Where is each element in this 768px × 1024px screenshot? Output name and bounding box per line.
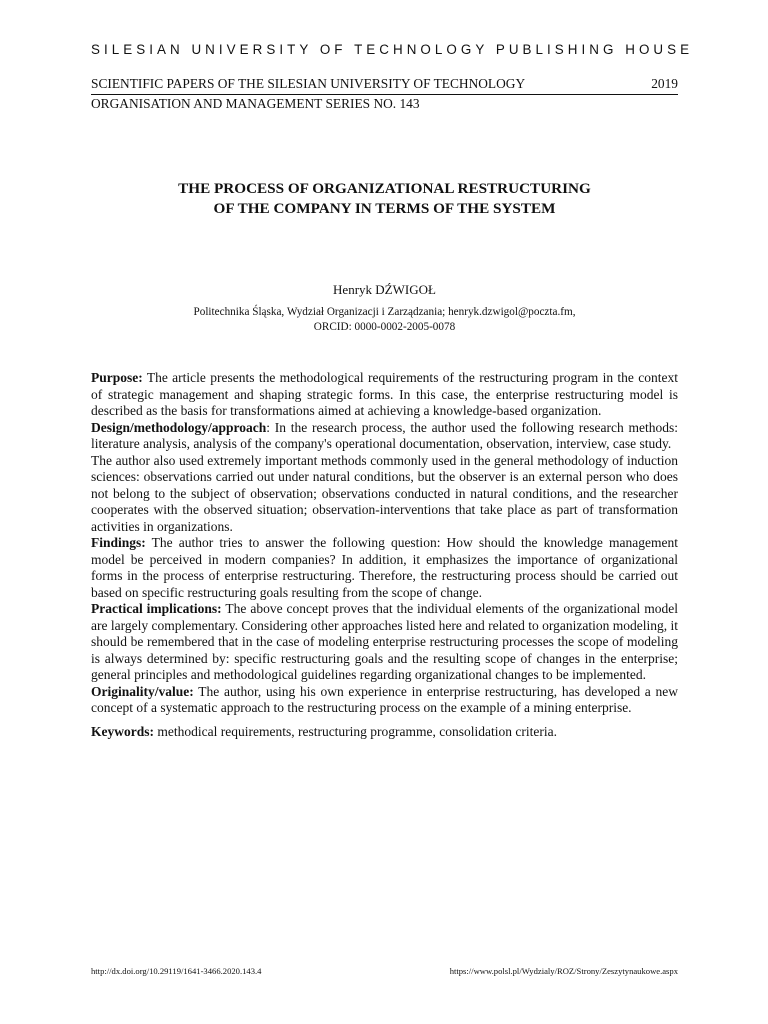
abstract-methods: The author also used extremely important methods commonly used in the general methodology of induction sciences: observations carried out under natural conditions, but the observer is an external person who does not belong to the subject of observation; observations conducted in natural conditions, and the researcher cooperates with the observed situation; observation-interventions that take place as part of transformation activities in organizations. bbox=[91, 452, 678, 534]
publication-year: 2019 bbox=[651, 76, 678, 91]
design-text: : In the research process, the author used the following research methods: literature analysis, analysis of the company's operational documentation, observation, interview, case study. bbox=[91, 419, 678, 451]
purpose-text: The article presents the methodological requirements of the restructuring program in the context of strategic management and shaping strategic forms. In this case, the enterprise restructuring model is described as the basis for transformations aimed at achieving a knowledge-based organization. bbox=[91, 370, 678, 418]
author-name: Henryk DŹWIGOŁ bbox=[333, 282, 436, 297]
title-line-2: OF THE COMPANY IN TERMS OF THE SYSTEM bbox=[213, 200, 556, 217]
abstract-keywords bbox=[91, 724, 678, 741]
journal-url-link[interactable]: https://www.polsl.pl/Wydzialy/ROZ/Strony/Zeszytynaukowe.aspx bbox=[449, 966, 678, 976]
purpose-label: Purpose: bbox=[91, 370, 143, 385]
journal-line bbox=[91, 76, 678, 92]
findings-label: Findings: bbox=[91, 535, 146, 550]
abstract-practical bbox=[91, 601, 678, 684]
header-rule bbox=[91, 94, 678, 95]
abstract-purpose bbox=[91, 370, 678, 420]
author-affiliation: Politechnika Śląska, Wydział Organizacji i Zarządzania; henryk.dzwigol@poczta.fm, bbox=[193, 306, 576, 318]
journal-name: SCIENTIFIC PAPERS OF THE SILESIAN UNIVERSITY OF TECHNOLOGY bbox=[91, 76, 526, 91]
findings-text: The author tries to answer the following question: How should the knowledge management model be perceived in modern companies? In addition, it emphasizes the importance of organizational forms in the process of enterprise restructuring. Therefore, the restructuring process should be carried out based on specific restructuring goals resulting from the scope of change. bbox=[91, 535, 678, 600]
author-affiliation-block bbox=[91, 305, 678, 335]
publisher-name: SILESIAN UNIVERSITY OF TECHNOLOGY PUBLISHING HOUSE bbox=[91, 42, 694, 57]
abstract bbox=[91, 370, 678, 740]
practical-text: The above concept proves that the individual elements of the organizational model are largely complementary. Considering other approaches listed here and related to organization modeling, it should be remembered that in the case of modeling enterprise restructuring processes the scope of modeling is always determined by: specific restructuring goals and the resulting scope of changes in the enterprise; general principles and methodological guidelines regarding organizational changes to be implemented. bbox=[91, 601, 678, 682]
abstract-design bbox=[91, 420, 678, 453]
practical-label: Practical implications: bbox=[91, 601, 222, 616]
abstract-findings bbox=[91, 535, 678, 601]
originality-text: The author, using his own experience in enterprise restructuring, has developed a new concept of a systematic approach to the restructuring process on the example of a mining enterprise. bbox=[91, 683, 678, 715]
design-label: Design/methodology/approach bbox=[91, 419, 267, 435]
keywords-label: Keywords: bbox=[91, 723, 154, 739]
series-number: ORGANISATION AND MANAGEMENT SERIES NO. 143 bbox=[91, 96, 420, 111]
abstract-originality bbox=[91, 684, 678, 717]
keywords-text: methodical requirements, restructuring programme, consolidation criteria. bbox=[154, 723, 557, 739]
originality-label: Originality/value: bbox=[91, 683, 194, 699]
paper-title bbox=[91, 179, 678, 219]
title-line-1: THE PROCESS OF ORGANIZATIONAL RESTRUCTURING bbox=[178, 180, 591, 197]
author-orcid: ORCID: 0000-0002-2005-0078 bbox=[313, 321, 456, 333]
doi-link[interactable]: http://dx.doi.org/10.29119/1641-3466.2020.143.4 bbox=[91, 966, 262, 976]
